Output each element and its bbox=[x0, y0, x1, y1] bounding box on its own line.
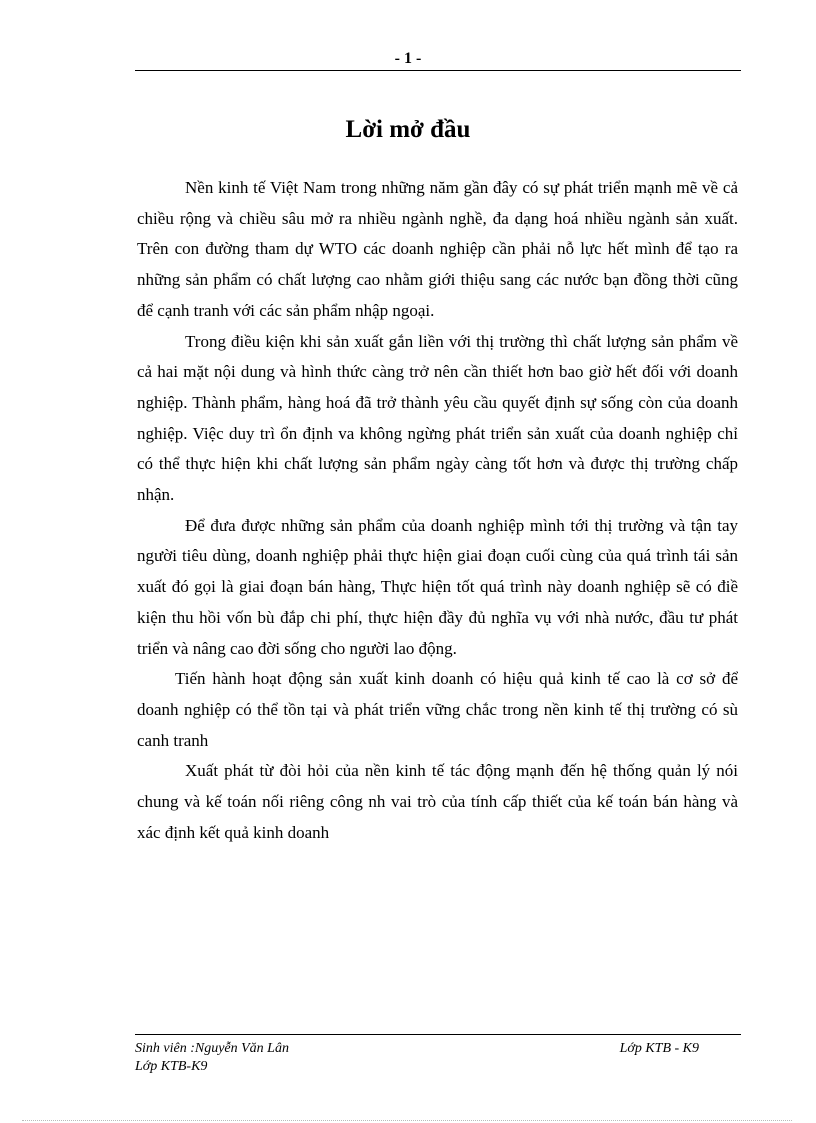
paragraph-5: Xuất phát từ đòi hỏi của nền kinh tế tác động mạnh đến hệ thống quản lý nói chung và kế toán nối riêng công nh vai trò của tính cấp thiết của kế toán bán hàng và xác định kết quả kinh doanh bbox=[137, 761, 738, 842]
paragraph-3: Để đưa được những sản phẩm của doanh nghiệp mình tới thị trường và tận tay người tiêu dùng, doanh nghiệp phải thực hiện giai đoạn cuối cùng của quá trình tái sản xuất đó gọi là giai đoạn bán hàng, Thực hiện tốt quá trình này doanh nghiệp sẽ có điề kiện thu hồi vốn bù đắp chi phí, thực hiện đầy đủ nghĩa vụ với nhà nước, đầu tư phát triển và nâng cao đời sống cho người lao động. bbox=[137, 515, 738, 658]
footer-student-name: Sinh viên :Nguyễn Văn Lân bbox=[135, 1041, 289, 1056]
header-divider bbox=[135, 70, 741, 71]
paragraph-2: Trong điều kiện khi sản xuất gắn liền với thị trường thì chất lượng sản phẩm về cả hai mặt nội dung và hình thức càng trở nên cần thiết hơn bao giờ hết đối với doanh nghiệp. Thành phẩm, hàng hoá đã trở thành yêu cầu quyết định sự sống còn của doanh nghiệp. Việc duy trì ổn định va không ngừng phát triển sản xuất của doanh nghiệp chỉ có thể thực hiện khi chất lượng sản phẩm ngày càng tốt hơn và được thị trường chấp nhận. bbox=[137, 331, 738, 505]
footer-class-left: Lớp KTB-K9 bbox=[135, 1059, 208, 1074]
page-title: Lời mở đầu bbox=[345, 116, 471, 143]
footer-class-right: Lớp KTB - K9 bbox=[619, 1041, 699, 1056]
page-footer bbox=[135, 1040, 741, 1076]
page-number: - 1 - bbox=[394, 50, 422, 67]
document-body bbox=[137, 173, 738, 848]
paragraph-4: Tiến hành hoạt động sản xuất kinh doanh có hiệu quả kinh tế cao là cơ sở để doanh nghiệp có thể tồn tại và phát triển vững chắc trong nền kinh tế thị trường có sù canh tranh bbox=[137, 669, 738, 750]
page-bottom-border bbox=[22, 1120, 792, 1121]
footer-divider bbox=[135, 1034, 741, 1035]
paragraph-1: Nền kinh tế Việt Nam trong những năm gần đây có sự phát triển mạnh mẽ về cả chiều rộng và chiều sâu mở ra nhiều ngành nghề, đa dạng hoá nhiều ngành sản xuất. Trên con đường tham dự WTO các doanh nghiệp cần phải nỗ lực hết mình để tạo ra những sản phẩm có chất lượng cao nhằm giới thiệu sang các nước bạn đồng thời cũng để cạnh tranh với các sản phẩm nhập ngoại. bbox=[137, 178, 738, 320]
